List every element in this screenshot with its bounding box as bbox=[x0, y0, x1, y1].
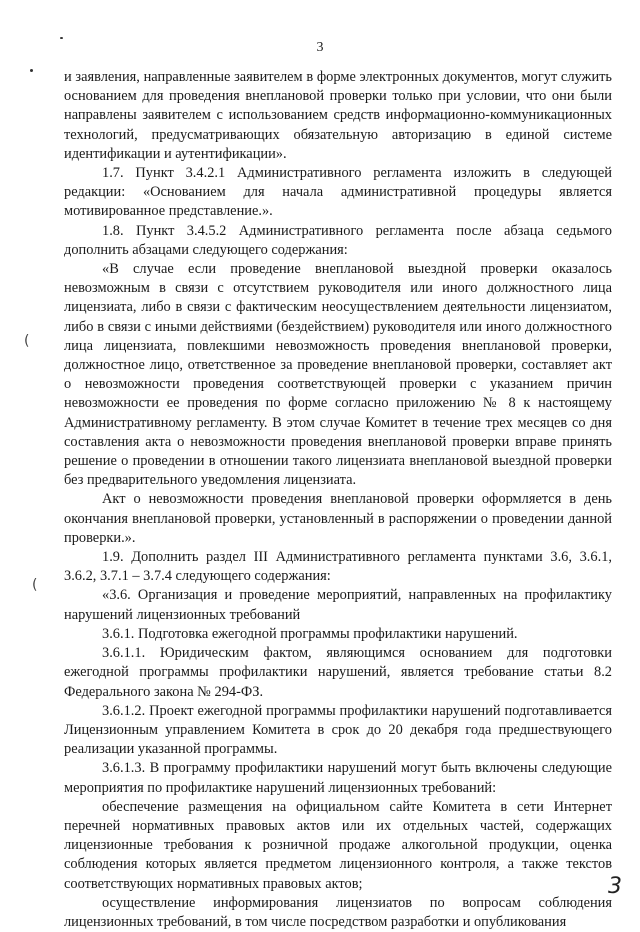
paragraph-3-6-1-1: 3.6.1.1. Юридическим фактом, являющимся основанием для подготовки ежегодной программы профилактики нарушений, является требование статьи 8.2 Федерального закона № 294-ФЗ. bbox=[64, 645, 612, 700]
paragraph-1-7: 1.7. Пункт 3.4.2.1 Административного регламента изложить в следующей редакции: «Основанием для начала административной процедуры является мотивированное представление.». bbox=[64, 165, 612, 220]
paragraph-continuation: и заявления, направленные заявителем в форме электронных документов, могут служить основанием для проведения внеплановой проверки только при условии, что они были направлены заявителем с использованием средств информационно-коммуникационных технологий, предусматривающих обязательную авторизацию в единой системе идентификации и аутентификации». bbox=[64, 69, 612, 162]
paragraph-3-6: «3.6. Организация и проведение мероприятий, направленных на профилактику нарушений лицензионных требований bbox=[64, 587, 612, 623]
paragraph-list-item-informing: осуществление информирования лицензиатов по вопросам соблюдения лицензионных требований, в том числе посредством разработки и опубликования bbox=[64, 894, 612, 930]
scan-speck bbox=[60, 37, 63, 39]
paragraph-act-of-impossibility: Акт о невозможности проведения внеплановой проверки оформляется в день окончания внеплановой проверки, установленный в распоряжении о проведении данной проверки.». bbox=[64, 491, 612, 546]
document-body bbox=[64, 68, 612, 932]
paragraph-list-item-website: обеспечение размещения на официальном сайте Комитета в сети Интернет перечней нормативных правовых актов или их отдельных частей, содержащих лицензионные требования к розничной продаже алкогольной продукции, оценка соблюдения которых является предметом лицензионного контроля, а также текстов соответствующих нормативных правовых актов; bbox=[64, 798, 612, 892]
page-number: 3 bbox=[316, 40, 324, 55]
paragraph-3-6-1-3: 3.6.1.3. В программу профилактики нарушений могут быть включены следующие мероприятия по профилактике нарушений лицензионных требований: bbox=[64, 760, 612, 796]
scan-speck bbox=[30, 69, 33, 72]
paragraph-3-6-1-2: 3.6.1.2. Проект ежегодной программы профилактики нарушений подготавливается Лицензионным управлением Комитета в срок до 20 декабря года предшествующего реализации указанной программы. bbox=[64, 702, 612, 758]
margin-mark: ( bbox=[24, 333, 30, 349]
paragraph-1-8: 1.8. Пункт 3.4.5.2 Административного регламента после абзаца седьмого дополнить абзацами следующего содержания: bbox=[64, 222, 612, 258]
paragraph-1-9: 1.9. Дополнить раздел III Административного регламента пунктами 3.6, 3.6.1, 3.6.2, 3.7.1 – 3.7.4 следующего содержания: bbox=[64, 549, 612, 585]
paragraph-3-6-1: 3.6.1. Подготовка ежегодной программы профилактики нарушений. bbox=[102, 625, 518, 642]
handwritten-page-mark: 3 bbox=[608, 874, 622, 899]
paragraph-quote-impossibility: «В случае если проведение внеплановой выездной проверки оказалось невозможным в связи с отсутствием руководителя или иного должностного лица лицензиата, либо в связи с фактическим неосуществлением деятельности лицензиатом, либо в связи с иными действиями (бездействием) руководителя или иного должностного лица лицензиата, повлекшими невозможность проведения внеплановой проверки, должностное лицо, ответственное за проведение внеплановой проверки, составляет акт о невозможности проведения соответствующей проверки с указанием причин невозможности ее проведения по форме согласно приложению № 8 к настоящему Административному регламенту. В этом случае Комитет в течение трех месяцев со дня составления акта о невозможности проведения внеплановой проверки вправе принять решение о проведении в отношении такого лицензиата внеплановой выездной проверки без предварительного уведомления лицензиата. bbox=[64, 261, 612, 489]
margin-mark: ( bbox=[32, 577, 38, 593]
